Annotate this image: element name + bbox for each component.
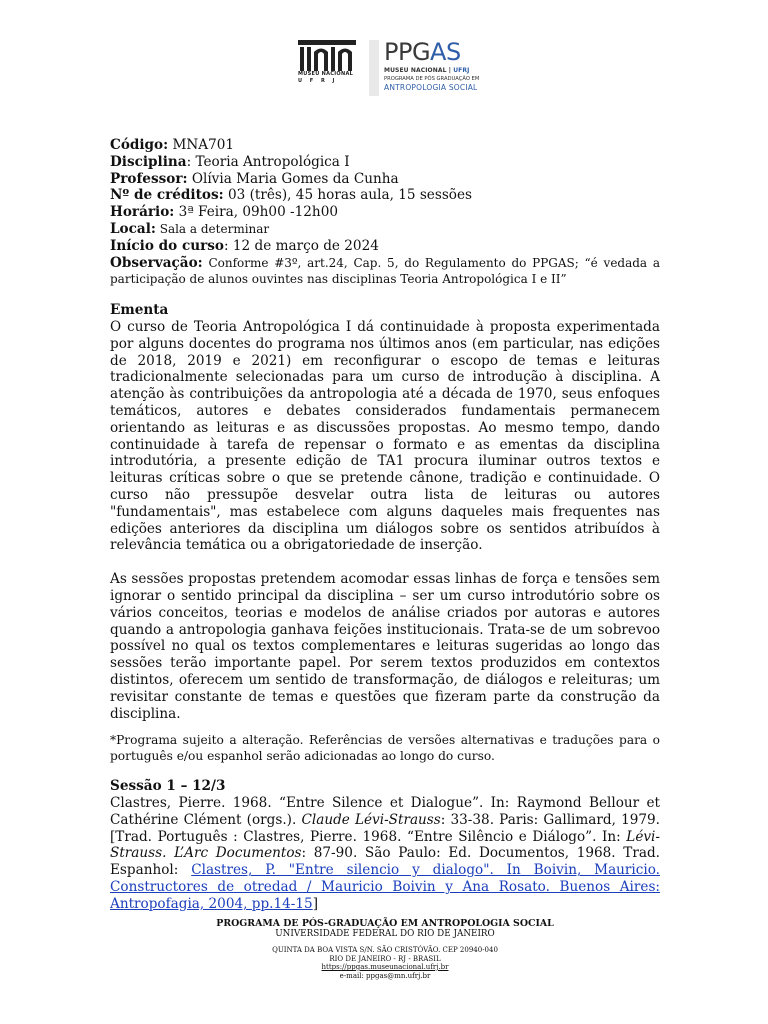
sessao-1-title: Sessão 1 – 12/3 — [110, 778, 226, 795]
header-divider — [369, 40, 379, 96]
ementa-paragraph-1: O curso de Teoria Antropológica I dá continuidade à proposta experimentada por alguns docentes do programa nos últimos anos (em particular, nas edições de 2018, 2019 e 2021) em reconfigurar o escopo de temas e leituras tradicionalmente selecionadas para um curso de introdução à disciplina. A atenção às contribuições da antropologia até a década de 1970, seus enfoques temáticos, autores e debates considerados fundamentais permanecem orientando as leituras e as discussões propostas. Ao mesmo tempo, dando continuidade à tarefa de repensar o formato e as ementas da disciplina introdutória, a presente edição de TA1 procura iluminar outros textos e leituras críticas sobre o que se pretende cânone, tradição e continuidade. O curso não pressupõe desvelar outra lista de leituras ou autores "fundamentais", mas estabelece com alguns daqueles mais frequentes nas edições anteriores da disciplina um diálogos sobre os sentidos atribuídos à relevância temática ou a obrigatoriedade de inserção. — [110, 318, 660, 554]
ppgas-subtitle-antropologia: ANTROPOLOGIA SOCIAL — [384, 83, 478, 92]
sessao-1-spanish-link[interactable]: Clastres, P. "Entre silencio y dialogo". In Boivin, Mauricio. Constructores de otredad / Mauricio Boivin y Ana Rosato. Buenos Aires: Antropofagia, 2004, pp.14-15 — [110, 862, 660, 912]
footer-email-link[interactable]: e-mail: ppgas@mn.ufrj.br — [339, 971, 431, 980]
museu-nacional-logo-text: MUSEU NACIONAL U F R J — [298, 71, 354, 84]
ementa-title: Ementa — [110, 302, 169, 319]
meta-disciplina: Disciplina: Teoria Antropológica I — [110, 153, 350, 170]
ppgas-logo: PPGAS — [384, 38, 461, 66]
sessao-1-reference: Clastres, Pierre. 1968. “Entre Silence et Dialogue”. In: Raymond Bellour et Cathérine Clément (orgs.). Claude Lévi-Strauss: 33-38. Paris: Gallimard, 1979. [Trad. Português : Clastres, Pierre. 1968. “Entre Silêncio e Diálogo”. In: Lévi-Strauss. L’Arc Documentos: 87-90. São Paulo: Ed. Documentos, 1968. Trad. Espanhol: Clastres, P. "Entre silencio y dialogo". In Boivin, Mauricio. Constructores de otredad / Mauricio Boivin y Ana Rosato. Buenos Aires: Antropofagia, 2004, pp.14-15] — [110, 795, 660, 912]
footer-program: PROGRAMA DE PÓS-GRADUAÇÃO EM ANTROPOLOGIA SOCIAL — [216, 918, 554, 929]
meta-observacao: Observação: Conforme #3º, art.24, Cap. 5, do Regulamento do PPGAS; “é vedada a participação de alunos ouvintes nas disciplinas Teoria Antropológica I e II” — [110, 254, 660, 287]
ementa-note: *Programa sujeito a alteração. Referências de versões alternativas e traduções para o português e/ou espanhol serão adicionadas ao longo do curso. — [110, 733, 660, 764]
meta-codigo: Código: MNA701 — [110, 137, 235, 153]
page-footer — [110, 918, 660, 980]
document-body — [110, 137, 660, 913]
footer-address: QUINTA DA BOA VISTA S/N. SÃO CRISTÓVÃO. CEP 20940-040 — [272, 946, 498, 954]
course-meta — [110, 137, 660, 288]
meta-local: Local: Sala a determinar — [110, 220, 270, 237]
footer-website-link[interactable]: https://ppgas.museunacional.ufrj.br — [321, 963, 449, 971]
ppgas-subtitle-museu: MUSEU NACIONAL | UFRJ — [384, 67, 470, 74]
page-header — [298, 38, 484, 98]
museu-nacional-logo — [298, 40, 356, 98]
meta-horario: Horário: 3ª Feira, 09h00 -12h00 — [110, 204, 338, 221]
footer-city: RIO DE JANEIRO - RJ - BRASIL — [329, 954, 441, 963]
meta-inicio: Início do curso: 12 de março de 2024 — [110, 237, 379, 254]
meta-creditos: Nº de créditos: 03 (três), 45 horas aula, 15 sessões — [110, 187, 473, 204]
ementa-paragraph-2: As sessões propostas pretendem acomodar essas linhas de força e tensões sem ignorar o sentido principal da disciplina – ser um curso introdutório sobre os vários conceitos, teorias e modelos de análise criados por autoras e autores quando a antropologia ganhava feições institucionais. Trata-se de um sobrevoo possível no qual os textos complementares e leituras sugeridas ao longo das sessões terão importante papel. Por serem textos produzidos em contextos distintos, oferecem um sentido de transformação, de diálogos e releituras; um revisitar constante de temas e questões que fizeram parte da construção da disciplina. — [110, 571, 660, 722]
meta-professor: Professor: Olívia Maria Gomes da Cunha — [110, 170, 399, 187]
ppgas-subtitle-programa: PROGRAMA DE PÓS GRADUAÇÃO EM — [384, 76, 480, 82]
footer-university: UNIVERSIDADE FEDERAL DO RIO DE JANEIRO — [275, 929, 495, 939]
